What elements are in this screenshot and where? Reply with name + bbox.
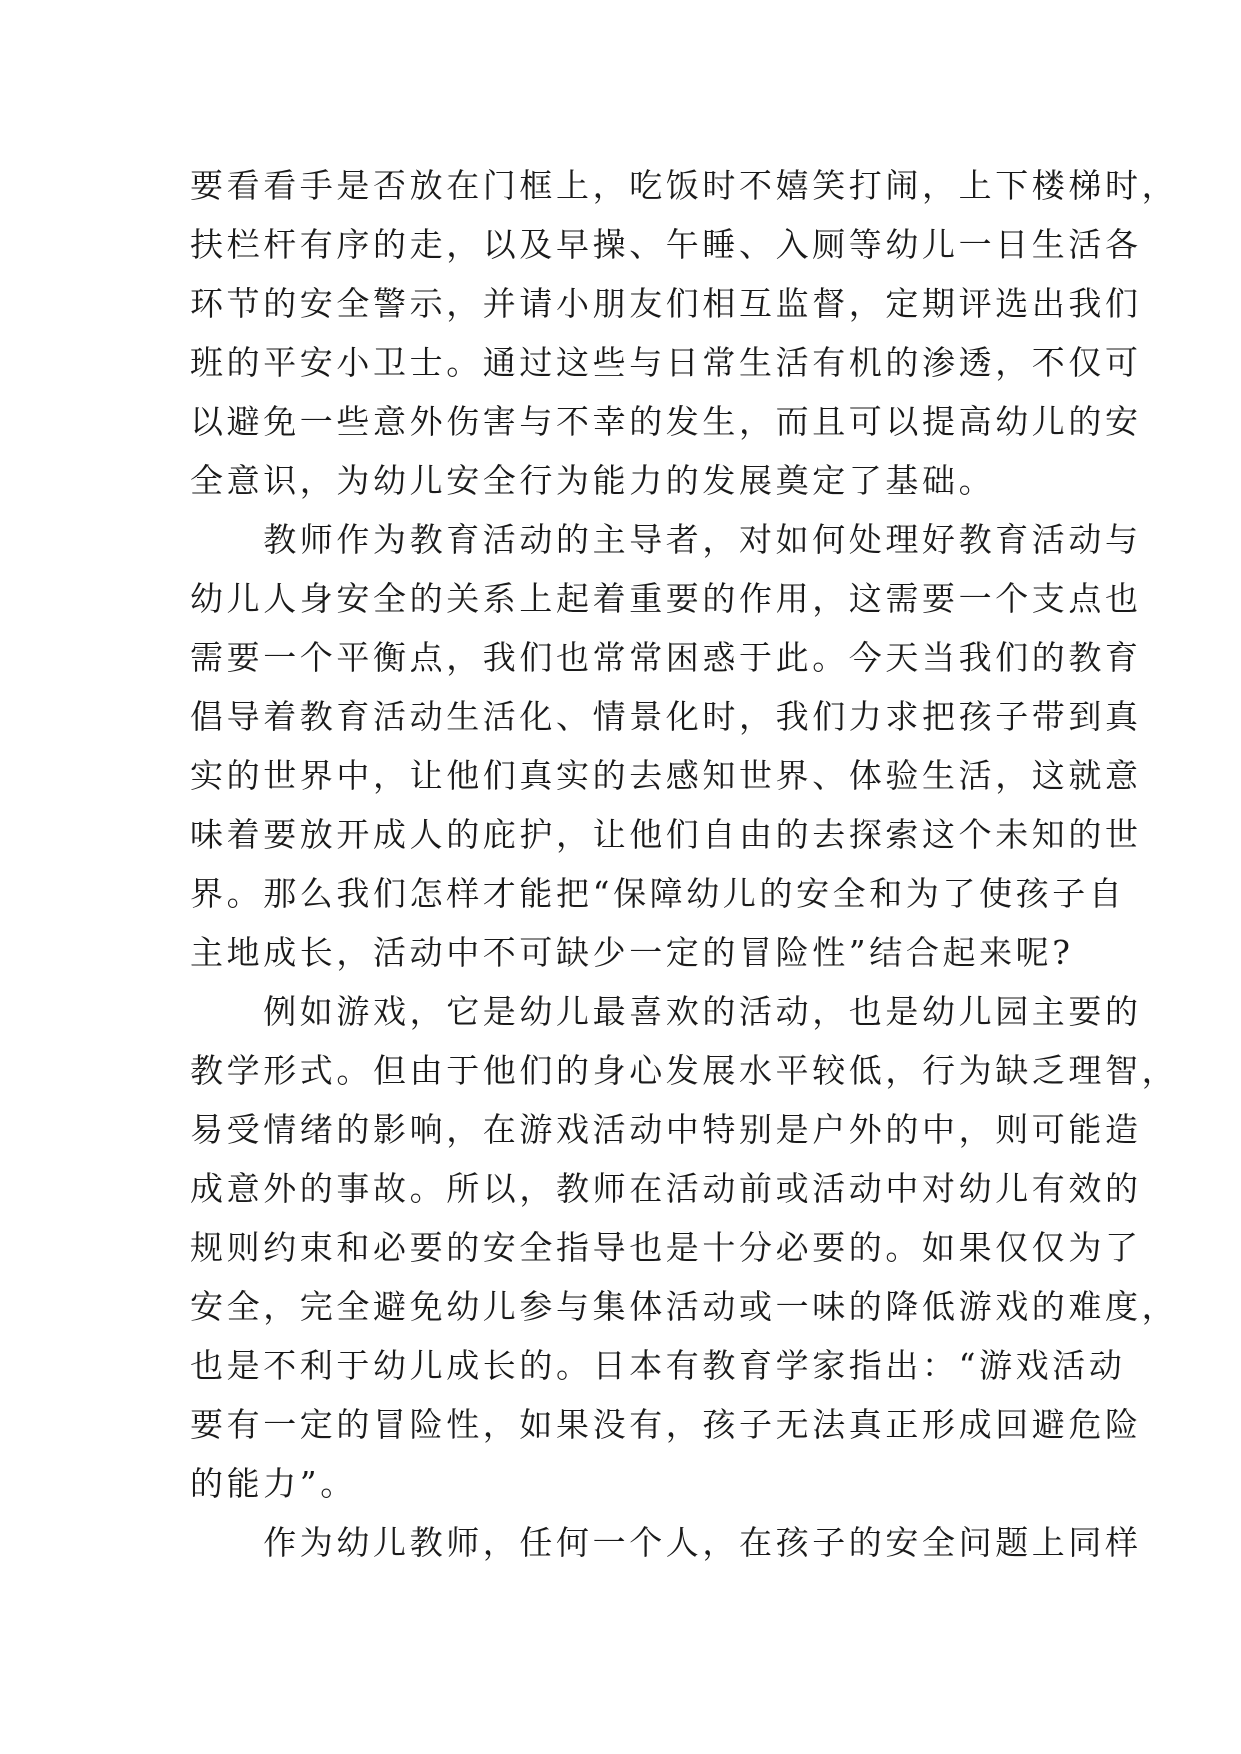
text-line: 以避免一些意外伤害与不幸的发生，而且可以提高幼儿的安	[190, 402, 1142, 441]
text-line: 班的平安小卫士。通过这些与日常生活有机的渗透，不仅可	[190, 343, 1142, 382]
text-line: 幼儿人身安全的关系上起着重要的作用，这需要一个支点也	[190, 579, 1142, 618]
paragraph-2	[190, 510, 1142, 982]
text-line: 需要一个平衡点，我们也常常困惑于此。今天当我们的教育	[190, 638, 1142, 677]
text-line: 易受情绪的影响，在游戏活动中特别是户外的中，则可能造	[190, 1110, 1142, 1149]
text-line: 倡导着教育活动生活化、情景化时，我们力求把孩子带到真	[190, 697, 1142, 736]
text-line: 的能力”。	[190, 1464, 357, 1503]
text-line: 界。那么我们怎样才能把“保障幼儿的安全和为了使孩子自	[190, 874, 1126, 913]
text-line: 也是不利于幼儿成长的。日本有教育学家指出：“游戏活动	[190, 1346, 1126, 1385]
text-line: 主地成长，活动中不可缺少一定的冒险性”结合起来呢?	[190, 933, 1074, 972]
paragraph-4	[190, 1513, 1142, 1572]
text-line: 规则约束和必要的安全指导也是十分必要的。如果仅仅为了	[190, 1228, 1142, 1267]
text-line: 要看看手是否放在门框上，吃饭时不嬉笑打闹，上下楼梯时，	[190, 166, 1179, 205]
paragraph-1	[190, 156, 1179, 510]
text-line: 实的世界中，让他们真实的去感知世界、体验生活，这就意	[190, 756, 1142, 795]
paragraph-3	[190, 982, 1179, 1513]
text-line: 扶栏杆有序的走，以及早操、午睡、入厕等幼儿一日生活各	[190, 225, 1142, 264]
text-line: 安全，完全避免幼儿参与集体活动或一味的降低游戏的难度，	[190, 1287, 1179, 1326]
text-line: 教师作为教育活动的主导者，对如何处理好教育活动与	[190, 520, 1142, 559]
text-line: 要有一定的冒险性，如果没有，孩子无法真正形成回避危险	[190, 1405, 1142, 1444]
body-text	[190, 156, 1179, 1572]
text-line: 教学形式。但由于他们的身心发展水平较低，行为缺乏理智，	[190, 1051, 1179, 1090]
text-line: 例如游戏，它是幼儿最喜欢的活动，也是幼儿园主要的	[190, 992, 1142, 1031]
text-line: 环节的安全警示，并请小朋友们相互监督，定期评选出我们	[190, 284, 1142, 323]
text-line: 成意外的事故。所以，教师在活动前或活动中对幼儿有效的	[190, 1169, 1142, 1208]
text-line: 味着要放开成人的庇护，让他们自由的去探索这个未知的世	[190, 815, 1142, 854]
text-line: 全意识，为幼儿安全行为能力的发展奠定了基础。	[190, 461, 996, 500]
text-line: 作为幼儿教师，任何一个人，在孩子的安全问题上同样	[190, 1523, 1142, 1562]
